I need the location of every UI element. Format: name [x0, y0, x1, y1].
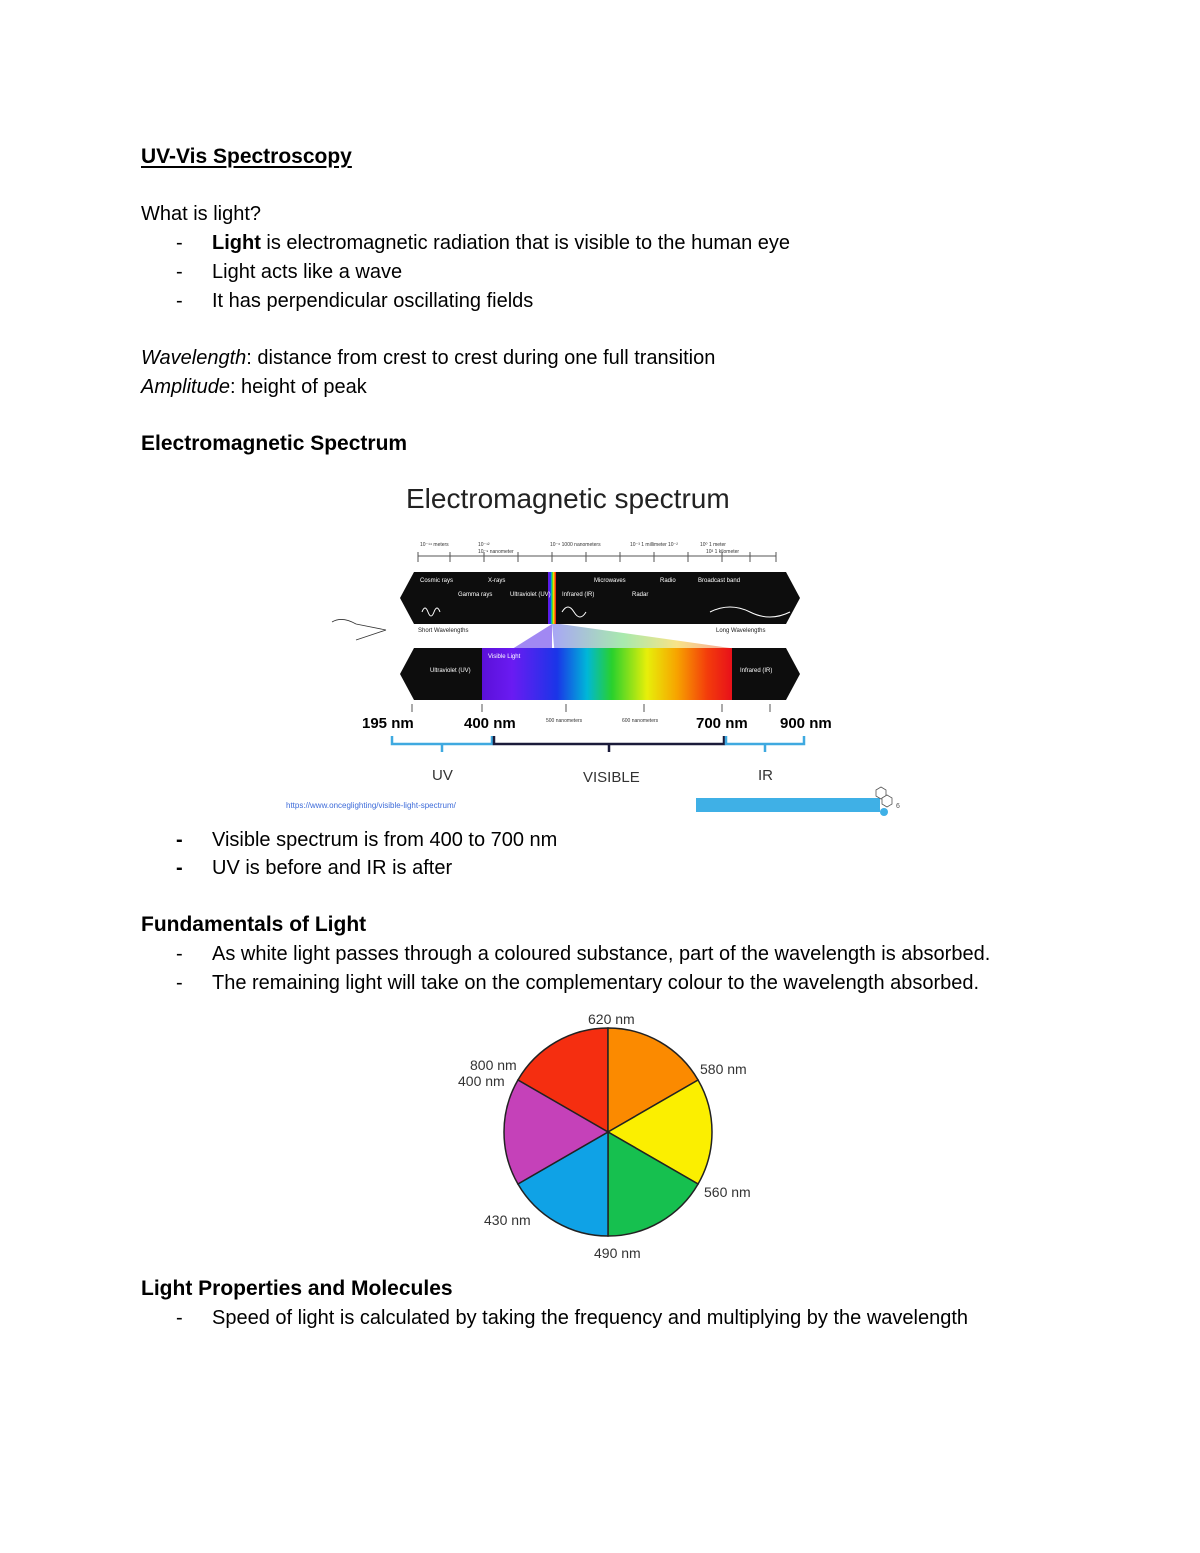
em-spectrum-figure: [286, 472, 910, 820]
definition-text: : distance from crest to crest during one full transition: [246, 347, 716, 369]
list-item-text: Speed of light is calculated by taking the frequency and multiplying by the wavelength: [212, 1307, 969, 1329]
document-title: UV-Vis Spectroscopy: [141, 145, 352, 168]
scale-label: 10³ 1 kilometer: [706, 549, 740, 555]
ir-brace: [726, 736, 804, 752]
nm-label: 900 nm: [780, 715, 832, 732]
uv-band-label: Ultraviolet (UV): [430, 668, 471, 674]
list-item-text: is electromagnetic radiation that is visible to the human eye: [260, 232, 791, 254]
list-item-text: Visible spectrum is from 400 to 700 nm: [212, 829, 558, 851]
list-item-text: Light acts like a wave: [212, 261, 403, 283]
nm-labels: [362, 715, 832, 732]
bullet-dash: -: [176, 261, 183, 283]
wheel-label: 800 nm: [470, 1057, 517, 1073]
uv-brace: [392, 736, 492, 752]
scale-label: 10⁻⁹ nanometer: [478, 549, 514, 555]
small-mark: 6: [896, 803, 900, 810]
band-label: Cosmic rays: [420, 578, 454, 584]
bullet-dash: -: [176, 943, 183, 965]
nm-label-small: 500 nanometers: [546, 718, 583, 724]
wheel-label: 620 nm: [588, 1011, 635, 1027]
em-figure-title: Electromagnetic spectrum: [406, 483, 730, 514]
color-wheel-figure: [440, 1004, 780, 1266]
nm-label: 400 nm: [464, 715, 516, 732]
bullet-dash: -: [176, 972, 183, 994]
band-label: Ultraviolet (UV): [510, 592, 551, 598]
definition-wavelength: [141, 345, 715, 371]
scale-label: 10⁻³ 1 millimeter: [630, 542, 667, 548]
wheel-label: 400 nm: [458, 1073, 505, 1089]
question-text: What is light?: [141, 203, 262, 225]
region-labels: [432, 767, 773, 786]
uv-band: [400, 648, 482, 700]
source-link[interactable]: https://www.onceglighting/visible-light-spectrum/: [286, 801, 456, 810]
definition-term: Amplitude: [141, 376, 230, 398]
list-item-text: It has perpendicular oscillating fields: [212, 290, 534, 312]
short-wavelength-label: Short Wavelengths: [418, 628, 469, 634]
scale-labels: [420, 542, 739, 555]
handwritten-annotation: [332, 619, 386, 640]
region-label: IR: [758, 767, 773, 784]
ir-band: [732, 648, 800, 700]
scale-label: 10⁰ 1 meter: [700, 542, 726, 548]
nm-label-small: 600 nanometers: [622, 718, 659, 724]
scale-label: 10⁻¹²: [478, 542, 490, 548]
list-item-text: As white light passes through a coloured substance, part of the wavelength is absorbed.: [212, 943, 991, 965]
bullet-dash: -: [176, 857, 183, 879]
wheel-label: 560 nm: [704, 1184, 751, 1200]
band-label: Broadcast band: [698, 578, 741, 584]
visible-slit: [548, 572, 556, 624]
nm-label: 195 nm: [362, 715, 414, 732]
wheel-label: 430 nm: [484, 1212, 531, 1228]
bullet-dash: -: [176, 1307, 183, 1329]
long-wavelength-label: Long Wavelengths: [716, 628, 766, 634]
visible-brace: [494, 736, 724, 752]
definition-term: Wavelength: [141, 347, 247, 369]
wheel-label: 580 nm: [700, 1061, 747, 1077]
visible-band-label: Visible Light: [488, 654, 521, 660]
region-label: VISIBLE: [583, 769, 640, 786]
blue-bar: [696, 798, 880, 812]
band-label: Microwaves: [594, 578, 626, 584]
definition-text: : height of peak: [229, 376, 367, 398]
wheel-label: 490 nm: [594, 1245, 641, 1261]
section-heading-em-spectrum: Electromagnetic Spectrum: [141, 432, 408, 455]
definition-amplitude: [141, 374, 367, 400]
section-heading-light-properties: Light Properties and Molecules: [141, 1277, 453, 1300]
blue-dot: [880, 808, 888, 816]
scale-label: 10⁻²: [668, 542, 678, 548]
scale-label: 10⁻¹⁴ meters: [420, 542, 449, 548]
bold-term: Light: [212, 232, 261, 254]
nm-label: 700 nm: [696, 715, 748, 732]
band-label: Gamma rays: [458, 592, 493, 598]
region-label: UV: [432, 767, 453, 784]
scale-label: 10⁻⁶ 1000 nanometers: [550, 542, 601, 548]
bullet-dash: -: [176, 232, 183, 254]
nm-ticks: [412, 704, 770, 712]
list-item-text: The remaining light will take on the complementary colour to the wavelength absorbed.: [212, 972, 980, 994]
band-label: Infrared (IR): [562, 592, 595, 598]
band-label: Radio: [660, 578, 676, 584]
band-label: Radar: [632, 592, 649, 598]
ir-band-label: Infrared (IR): [740, 668, 773, 674]
section-heading-fundamentals: Fundamentals of Light: [141, 913, 367, 936]
list-item-text: UV is before and IR is after: [212, 857, 453, 879]
bullet-dash: -: [176, 829, 183, 851]
band-label: X-rays: [488, 578, 506, 584]
bullet-dash: -: [176, 290, 183, 312]
